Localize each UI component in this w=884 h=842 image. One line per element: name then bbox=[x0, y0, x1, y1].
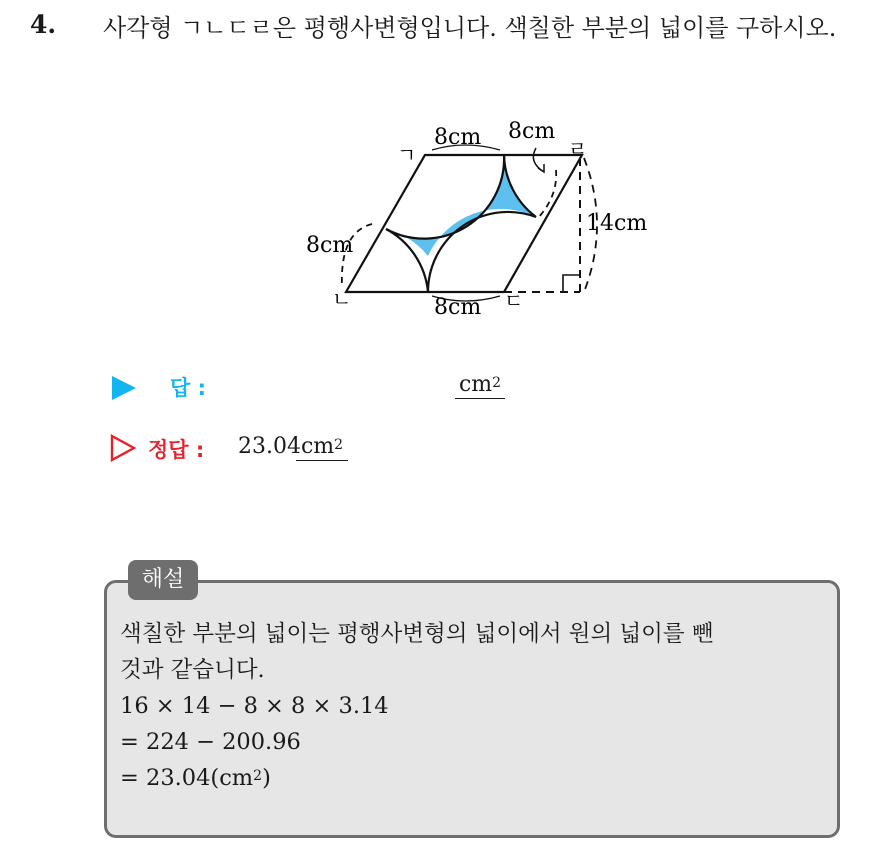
label-height: 14cm bbox=[586, 211, 648, 236]
answer-row bbox=[110, 370, 610, 406]
explanation-result-exponent: 2 bbox=[253, 768, 263, 784]
right-angle-mark bbox=[563, 275, 580, 292]
explanation-line-4: = 224 − 200.96 bbox=[120, 729, 301, 755]
label-bottom-side: 8cm bbox=[434, 295, 482, 320]
answer-unit-field[interactable] bbox=[455, 372, 505, 399]
explanation-result-unit: cm bbox=[219, 765, 254, 791]
correct-answer-label: 정답 : bbox=[148, 438, 205, 462]
explanation-tag: 해설 bbox=[128, 560, 198, 600]
correct-answer-value: 23.04 bbox=[238, 434, 301, 459]
arc-top-left bbox=[386, 155, 504, 239]
arc-bottom-right bbox=[428, 212, 536, 292]
explanation-result-close: ) bbox=[262, 765, 271, 791]
question-text: 사각형 ㄱㄴㄷㄹ은 평행사변형입니다. 색칠한 부분의 넓이를 구하시오. bbox=[103, 14, 837, 42]
vertex-bottom-right: ㄷ bbox=[504, 289, 524, 313]
filled-triangle-icon bbox=[112, 376, 136, 400]
correct-answer-unit: cm bbox=[300, 434, 335, 459]
correct-answer-unit-exponent: 2 bbox=[334, 437, 344, 453]
correct-answer-unit-field bbox=[296, 434, 348, 461]
explanation-line-1: 색칠한 부분의 넓이는 평행사변형의 넓이에서 원의 넓이를 뺀 bbox=[120, 621, 714, 647]
pointer-arrowhead bbox=[538, 164, 544, 172]
answer-unit-exponent: 2 bbox=[492, 375, 502, 391]
vertex-top-left: ㄱ bbox=[397, 143, 417, 167]
explanation-line-5 bbox=[120, 760, 840, 796]
answer-label: 답 : bbox=[170, 376, 206, 400]
label-left-side: 8cm bbox=[306, 233, 354, 258]
explanation-text bbox=[120, 616, 840, 796]
explanation-line-2: 것과 같습니다. bbox=[120, 657, 265, 683]
label-top-right-segment: 8cm bbox=[508, 119, 556, 144]
vertex-top-right: ㄹ bbox=[568, 137, 588, 161]
question-number: 4. bbox=[30, 10, 57, 39]
answer-unit: cm bbox=[458, 372, 493, 397]
explanation-result: = 23.04( bbox=[120, 765, 220, 791]
top-right-brace-dashed bbox=[538, 170, 556, 218]
vertex-bottom-left: ㄴ bbox=[332, 287, 352, 311]
outline-triangle-icon bbox=[110, 434, 136, 462]
parallelogram-figure bbox=[300, 110, 680, 320]
label-top-side: 8cm bbox=[434, 125, 482, 150]
shaded-region bbox=[386, 155, 536, 256]
explanation-line-3: 16 × 14 − 8 × 8 × 3.14 bbox=[120, 693, 389, 719]
correct-answer-row bbox=[110, 432, 610, 468]
